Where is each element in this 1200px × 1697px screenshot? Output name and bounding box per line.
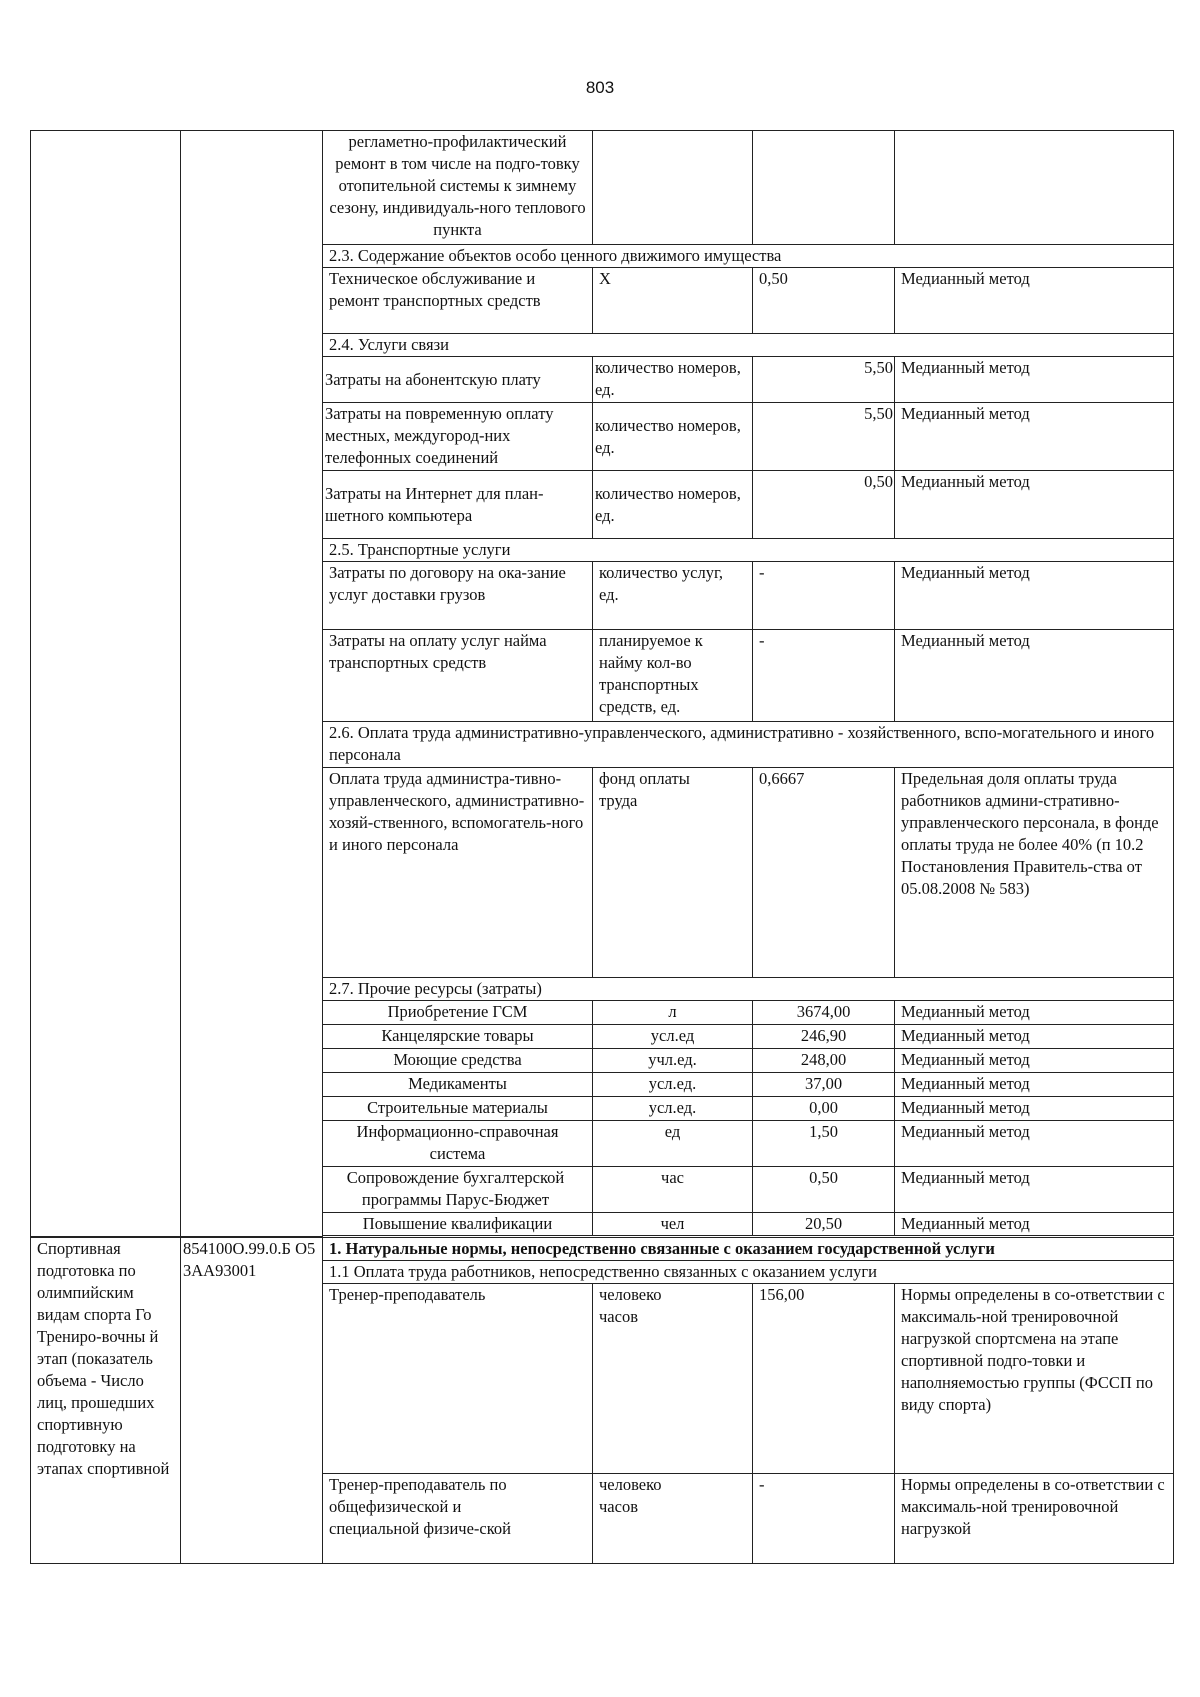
resource-unit: л: [593, 1001, 753, 1025]
resource-method: Нормы определены в со-ответствии с максималь-ной тренировочной нагрузкой спортсмена на этапе спортивной подго-товки и наполняемостью группы (ФССП по виду спорта): [895, 1283, 1174, 1473]
resource-value: 246,90: [753, 1025, 895, 1049]
section-title: 2.3. Содержание объектов особо ценного движимого имущества: [323, 245, 1174, 268]
resource-name: Затраты по договору на ока-зание услуг доставки грузов: [323, 562, 593, 630]
resource-name: Затраты на Интернет для план-шетного компьютера: [323, 471, 593, 539]
resource-value: [753, 131, 895, 245]
resource-method: Медианный метод: [895, 562, 1174, 630]
section-header-row: [31, 1237, 1174, 1260]
resource-unit: количество номеров, ед.: [593, 471, 753, 539]
resource-unit: планируемое к найму кол-во транспортных средств, ед.: [593, 630, 753, 722]
resource-value: 20,50: [753, 1213, 895, 1236]
resource-method: Медианный метод: [895, 1121, 1174, 1167]
resource-value: 0,6667: [753, 768, 895, 978]
resource-unit: ед: [593, 1121, 753, 1167]
resource-value: 1,50: [753, 1121, 895, 1167]
resource-name: Тренер-преподаватель по общефизической и специальной физиче-ской: [323, 1473, 593, 1563]
resource-name: Повышение квалификации: [323, 1213, 593, 1236]
section-title: 1. Натуральные нормы, непосредственно связанные с оказанием государственной услуги: [323, 1237, 1174, 1260]
resource-unit: человеко часов: [593, 1283, 753, 1473]
resource-unit: количество номеров, ед.: [593, 357, 753, 403]
resource-method: Медианный метод: [895, 268, 1174, 334]
resource-method: Медианный метод: [895, 1025, 1174, 1049]
resource-method: Медианный метод: [895, 1001, 1174, 1025]
resource-value: 3674,00: [753, 1001, 895, 1025]
resource-value: 156,00: [753, 1283, 895, 1473]
resource-method: Медианный метод: [895, 1049, 1174, 1073]
resource-method: Медианный метод: [895, 403, 1174, 471]
resource-method: Медианный метод: [895, 630, 1174, 722]
resource-unit: количество услуг, ед.: [593, 562, 753, 630]
resource-name: Оплата труда администра-тивно- управленческого, административно- хозяй-ственного, вспомогатель-ного и иного персонала: [323, 768, 593, 978]
resource-value: 0,50: [753, 471, 895, 539]
page-number: 803: [585, 78, 615, 97]
resource-unit: чел: [593, 1213, 753, 1236]
resource-value: 5,50: [753, 357, 895, 403]
service-code-cell: [181, 131, 323, 1237]
service-name-cell: [31, 131, 181, 1237]
resource-value: -: [753, 630, 895, 722]
resource-name: Сопровождение бухгалтерской программы Парус-Бюджет: [323, 1167, 593, 1213]
resource-method: Медианный метод: [895, 1167, 1174, 1213]
resource-value: -: [753, 1473, 895, 1563]
resource-method: Медианный метод: [895, 1097, 1174, 1121]
resource-method: Нормы определены в со-ответствии с максималь-ной тренировочной нагрузкой: [895, 1473, 1174, 1563]
resource-value: 0,50: [753, 268, 895, 334]
resource-unit: час: [593, 1167, 753, 1213]
resource-method: Медианный метод: [895, 357, 1174, 403]
resource-unit: Х: [593, 268, 753, 334]
resource-name: Техническое обслуживание и ремонт транспортных средств: [323, 268, 593, 334]
resource-value: 37,00: [753, 1073, 895, 1097]
resource-name: Приобретение ГСМ: [323, 1001, 593, 1025]
resource-value: 248,00: [753, 1049, 895, 1073]
resource-unit: усл.ед.: [593, 1097, 753, 1121]
resource-unit: усл.ед.: [593, 1073, 753, 1097]
resource-unit: количество номеров, ед.: [593, 403, 753, 471]
resource-value: 5,50: [753, 403, 895, 471]
section-title: 2.6. Оплата труда административно-управленческого, административно - хозяйственного, вспо-могательного и иного персонала: [323, 722, 1174, 768]
resource-name: Строительные материалы: [323, 1097, 593, 1121]
resource-name: Затраты на оплату услуг найма транспортных средств: [323, 630, 593, 722]
resource-method: Медианный метод: [895, 1073, 1174, 1097]
resource-unit: человеко часов: [593, 1473, 753, 1563]
resource-name: Тренер-преподаватель: [323, 1283, 593, 1473]
resource-unit: учл.ед.: [593, 1049, 753, 1073]
resource-unit: фонд оплаты труда: [593, 768, 753, 978]
resource-name: Медикаменты: [323, 1073, 593, 1097]
resource-value: -: [753, 562, 895, 630]
resource-unit: [593, 131, 753, 245]
section-title: 2.7. Прочие ресурсы (затраты): [323, 978, 1174, 1001]
service-code: 854100О.99.0.Б О53АА93001: [181, 1237, 323, 1563]
section-subtitle: 1.1 Оплата труда работников, непосредственно связанных с оказанием услуги: [323, 1260, 1174, 1283]
resource-name: регламетно-профилактический ремонт в том числе на подго-товку отопительной системы к зимнему сезону, индивидуаль-ного теплового пункта: [323, 131, 593, 245]
resource-name: Затраты на абонентскую плату: [323, 357, 593, 403]
table-row: [31, 131, 1174, 245]
service-name: Спортивная подготовка по олимпийским видам спорта Го Трениро-вочны й этап (показатель объема - Число лиц, прошедших спортивную подготовку на этапах спортивной: [31, 1237, 181, 1563]
resource-name: Информационно-справочная система: [323, 1121, 593, 1167]
resource-value: 0,00: [753, 1097, 895, 1121]
resource-value: 0,50: [753, 1167, 895, 1213]
resource-method: [895, 131, 1174, 245]
resource-unit: усл.ед: [593, 1025, 753, 1049]
resource-method: Медианный метод: [895, 1213, 1174, 1236]
resource-name: Моющие средства: [323, 1049, 593, 1073]
section-title: 2.4. Услуги связи: [323, 334, 1174, 357]
resource-method: Медианный метод: [895, 471, 1174, 539]
resource-method: Предельная доля оплаты труда работников админи-стративно- управленческого персонала, в фонде оплаты труда не более 40% (п 10.2 Постановления Правитель-ства от 05.08.2008 № 583): [895, 768, 1174, 978]
norms-table: [30, 130, 1174, 1564]
resource-name: Затраты на повременную оплату местных, междугород-них телефонных соединений: [323, 403, 593, 471]
section-title: 2.5. Транспортные услуги: [323, 539, 1174, 562]
resource-name: Канцелярские товары: [323, 1025, 593, 1049]
